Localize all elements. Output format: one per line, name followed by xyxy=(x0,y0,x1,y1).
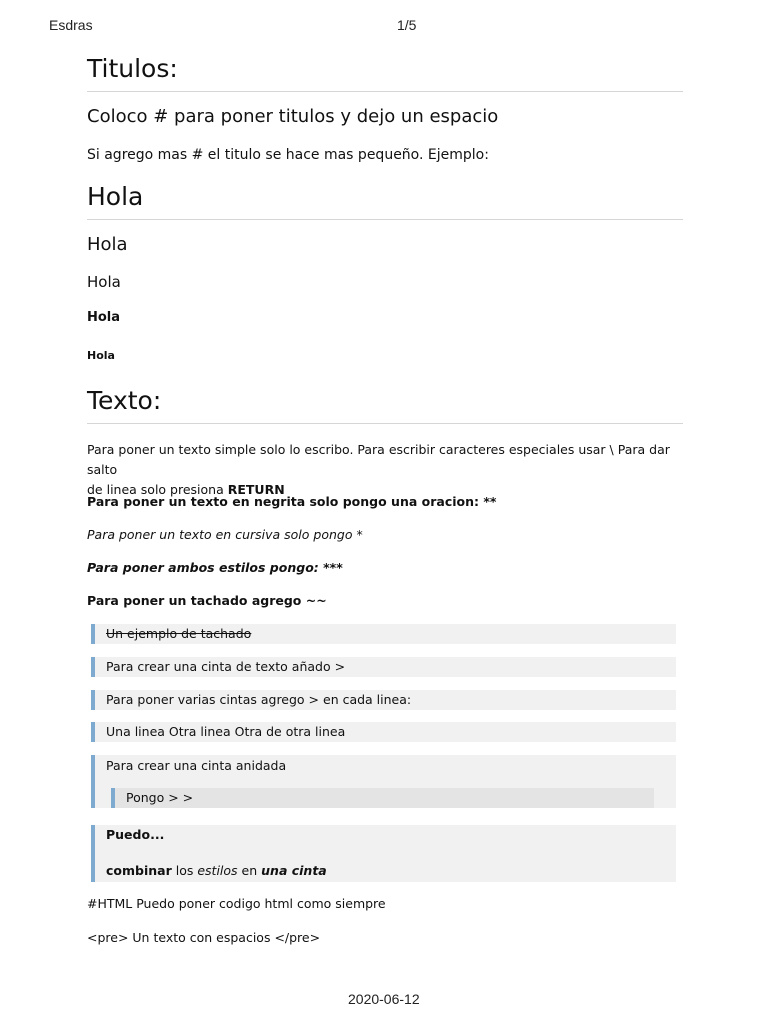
texto-para1-line2: de linea solo presiona xyxy=(87,482,228,497)
footer-date: 2020-06-12 xyxy=(348,991,420,1007)
texto-bold-line: Para poner un texto en negrita solo pongo una oracion: ** xyxy=(87,494,497,509)
quote-lineas xyxy=(91,722,676,742)
combinar-estilos: estilos xyxy=(197,863,238,878)
return-keyword: RETURN xyxy=(227,482,285,497)
heading-texto: Texto: xyxy=(87,384,683,424)
combinar-bold: combinar xyxy=(106,863,172,878)
texto-para1-line1: Para poner un texto simple solo lo escribo. Para escribir caracteres especiales usar \ Para dar salto xyxy=(87,442,670,477)
combinar-cinta: una cinta xyxy=(261,863,327,878)
example-h1: Hola xyxy=(87,180,683,220)
texto-strike-intro: Para poner un tachado agrego ~~ xyxy=(87,593,327,608)
quote-combinar xyxy=(91,825,676,882)
example-h5: Hola xyxy=(87,349,115,362)
combinar-los: los xyxy=(171,863,198,878)
quote-puedo-text: Puedo... xyxy=(106,827,165,842)
quote-anidada-text: Para crear una cinta anidada xyxy=(106,758,287,773)
italic-marker: * xyxy=(352,527,363,542)
quote-cinta-text: Para crear una cinta de texto añado > xyxy=(106,659,346,674)
heading-titulos: Titulos: xyxy=(87,52,683,92)
quote-anidada-inner xyxy=(111,788,654,808)
quote-lineas-text: Una linea Otra linea Otra de otra linea xyxy=(106,724,346,739)
example-h3: Hola xyxy=(87,273,121,291)
quote-combinar-text xyxy=(106,861,327,881)
html-line1: #HTML Puedo poner codigo html como siempre xyxy=(87,896,386,911)
quote-varias xyxy=(91,690,676,710)
texto-bolditalic-line xyxy=(87,558,343,578)
example-h2: Hola xyxy=(87,234,128,255)
titulos-line2: Si agrego mas # el titulo se hace mas pequeño. Ejemplo: xyxy=(87,147,489,163)
titulos-line1: Coloco # para poner titulos y dejo un espacio xyxy=(87,106,499,127)
quote-strike-text: Un ejemplo de tachado xyxy=(106,626,252,641)
header-author: Esdras xyxy=(49,17,93,33)
html-line2: <pre> Un texto con espacios </pre> xyxy=(87,930,321,945)
combinar-en: en xyxy=(237,863,262,878)
italic-sample: Para poner un texto en cursiva solo pongo xyxy=(87,527,353,542)
texto-para1 xyxy=(87,440,687,500)
header-page-number: 1/5 xyxy=(397,17,417,33)
quote-strike xyxy=(91,624,676,644)
texto-italic-line xyxy=(87,525,363,545)
example-h4: Hola xyxy=(87,310,121,325)
quote-cinta xyxy=(91,657,676,677)
quote-anidada-inner-text: Pongo > > xyxy=(126,790,194,805)
bolditalic-sample: Para poner ambos estilos pongo: xyxy=(87,560,319,575)
bolditalic-marker: *** xyxy=(318,560,343,575)
quote-varias-text: Para poner varias cintas agrego > en cada linea: xyxy=(106,692,412,707)
